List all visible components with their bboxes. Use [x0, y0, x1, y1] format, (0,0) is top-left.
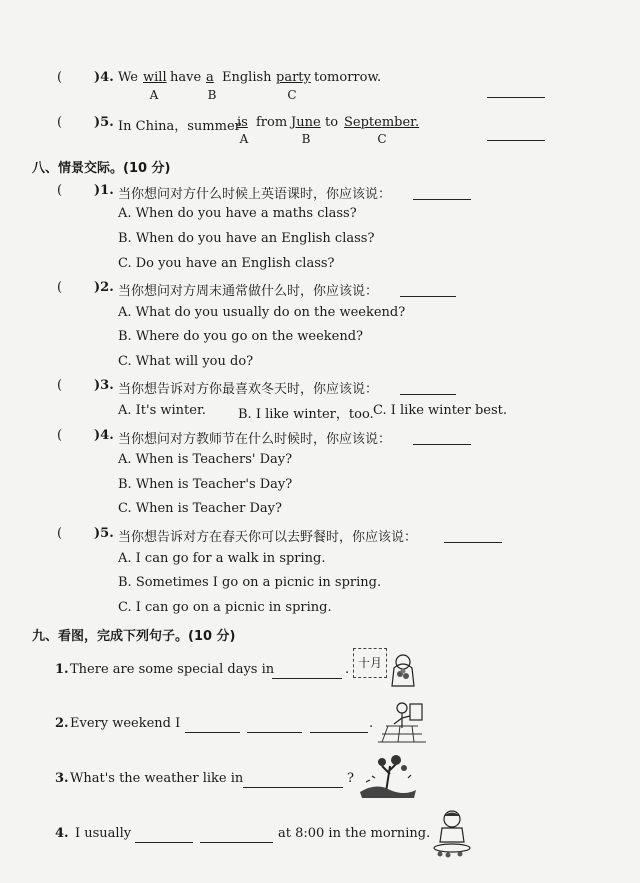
answer-paren: (	[57, 428, 63, 443]
sentence-end: .	[369, 716, 374, 731]
underlined-word-a: is	[237, 115, 248, 130]
question-text: 当你想问对方周末通常做什么时，你应该说：	[118, 284, 379, 299]
answer-blank[interactable]	[400, 296, 456, 297]
label-a: A	[239, 132, 249, 146]
underlined-word-a: will	[143, 70, 167, 85]
item-number: )5.	[94, 115, 114, 130]
option-b: B. I like winter，too.	[238, 407, 374, 422]
answer-blank-3[interactable]	[310, 732, 368, 733]
answer-paren: (	[57, 526, 63, 541]
section-9-title: 九、看图，完成下列句子。(10 分)	[32, 629, 236, 644]
label-c: C	[377, 132, 387, 146]
word: English	[222, 70, 272, 85]
answer-paren: (	[57, 378, 63, 393]
answer-blank[interactable]	[272, 678, 342, 679]
word: have	[170, 70, 202, 85]
painting-easel-icon	[374, 698, 430, 746]
label-a: A	[149, 88, 159, 102]
answer-blank-2[interactable]	[200, 842, 273, 843]
item-number: 2.	[55, 716, 69, 731]
word: tomorrow.	[314, 70, 382, 85]
sentence-end: .	[345, 662, 350, 677]
question-text: 当你想告诉对方你最喜欢冬天时，你应该说：	[118, 382, 379, 397]
option-a: A. When do you have a maths class?	[118, 206, 357, 221]
item-number: )3.	[94, 378, 114, 393]
teacher-flowers-icon	[388, 652, 418, 690]
answer-blank[interactable]	[243, 787, 343, 788]
option-a: A. I can go for a walk in spring.	[118, 551, 326, 566]
option-b: B. When do you have an English class?	[118, 231, 375, 246]
word: In China，summer	[118, 119, 241, 134]
underlined-word-b: June	[291, 115, 321, 130]
item-number: )2.	[94, 280, 114, 295]
section-8-title: 八、情景交际。(10 分)	[32, 161, 171, 176]
option-a: A. It's winter.	[118, 403, 206, 418]
sentence-start: Every weekend I	[70, 716, 181, 731]
label-c: C	[287, 88, 297, 102]
option-a: A. What do you usually do on the weekend?	[118, 305, 406, 320]
answer-paren: (	[57, 183, 63, 198]
answer-blank[interactable]	[487, 97, 545, 98]
word: We	[118, 70, 138, 85]
calendar-october-icon: 十月	[353, 648, 387, 678]
item-number: 1.	[55, 662, 69, 677]
sentence-end: ?	[347, 771, 354, 786]
option-c: C. I like winter best.	[373, 403, 507, 418]
answer-blank[interactable]	[487, 140, 545, 141]
option-a: A. When is Teachers' Day?	[118, 452, 293, 467]
answer-blank[interactable]	[444, 542, 502, 543]
item-number: 4.	[55, 826, 69, 841]
option-c: C. When is Teacher Day?	[118, 501, 282, 516]
answer-blank-1[interactable]	[135, 842, 193, 843]
underlined-word-b: a	[206, 70, 214, 85]
option-b: B. When is Teacher's Day?	[118, 477, 293, 492]
answer-paren: (	[57, 280, 63, 295]
answer-paren: (	[57, 115, 63, 130]
sentence-start: There are some special days in	[70, 662, 275, 677]
answer-blank-1[interactable]	[185, 732, 240, 733]
underlined-word-c: September.	[344, 115, 420, 130]
answer-blank[interactable]	[413, 444, 471, 445]
sentence-start: I usually	[75, 826, 132, 841]
underlined-word-c: party	[276, 70, 311, 85]
item-number: )1.	[94, 183, 114, 198]
boy-eating-breakfast-icon	[430, 808, 474, 858]
option-c: C. I can go on a picnic in spring.	[118, 600, 332, 615]
answer-blank-2[interactable]	[247, 732, 302, 733]
question-text: 当你想问对方什么时候上英语课时，你应该说：	[118, 187, 392, 202]
item-number: )4.	[94, 70, 114, 85]
sentence-start: What's the weather like in	[70, 771, 244, 786]
option-c: C. What will you do?	[118, 354, 254, 369]
item-number: )4.	[94, 428, 114, 443]
answer-blank[interactable]	[413, 199, 471, 200]
autumn-tree-icon	[356, 752, 418, 800]
answer-paren: (	[57, 70, 63, 85]
label-b: B	[301, 132, 311, 146]
question-text: 当你想问对方教师节在什么时候时，你应该说：	[118, 432, 392, 447]
word: from	[256, 115, 288, 130]
option-b: B. Sometimes I go on a picnic in spring.	[118, 575, 382, 590]
item-number: 3.	[55, 771, 69, 786]
item-number: )5.	[94, 526, 114, 541]
option-b: B. Where do you go on the weekend?	[118, 329, 364, 344]
option-c: C. Do you have an English class?	[118, 256, 335, 271]
question-text: 当你想告诉对方在春天你可以去野餐时，你应该说：	[118, 530, 418, 545]
sentence-end: at 8:00 in the morning.	[278, 826, 431, 841]
label-b: B	[207, 88, 217, 102]
answer-blank[interactable]	[400, 394, 456, 395]
word: to	[325, 115, 339, 130]
